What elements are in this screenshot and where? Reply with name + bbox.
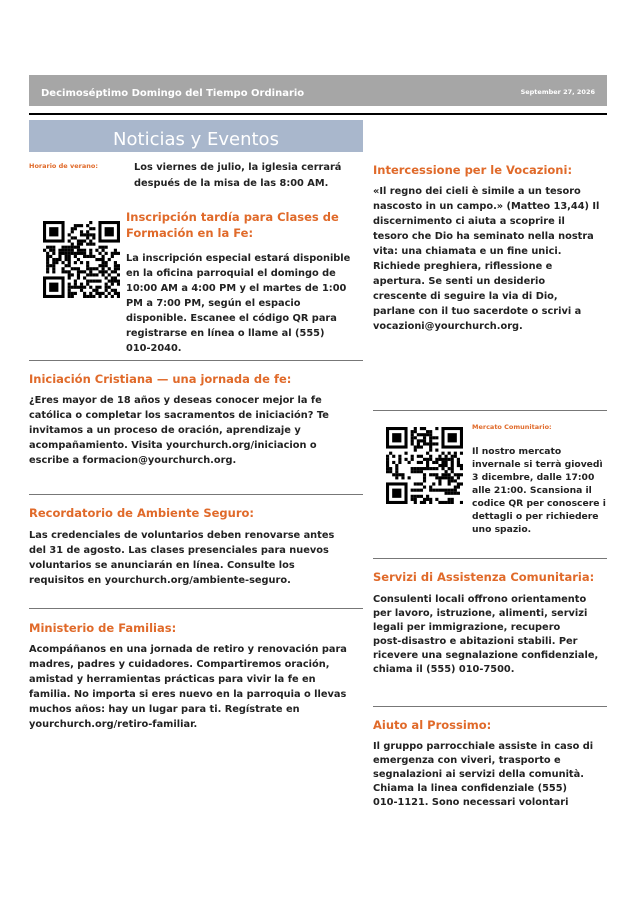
divider (29, 494, 363, 495)
market-line-1: invernale si terrà giovedì (472, 459, 603, 470)
neighbor-line-0: Il gruppo parrocchiale assiste in caso di (373, 741, 594, 752)
market-qr-code[interactable] (386, 427, 463, 504)
families-line-5: yourchurch.org/retiro-familiar. (29, 719, 198, 730)
vocations-title: Intercessione per le Vocazioni: (373, 163, 573, 177)
vocations-line-5: Richiede preghiera, riflessione e (373, 261, 553, 272)
header-title: Decimoséptimo Domingo del Tiempo Ordinario (41, 88, 305, 99)
assistance-line-5: chiama il (555) 010-7500. (373, 664, 515, 675)
assistance-line-4: ricevere una segnalazione confidenziale, (373, 650, 599, 661)
initiation-title: Iniciación Cristiana — una jornada de fe: (29, 372, 292, 386)
summer-line-2: después de la misa de las 8:00 AM. (134, 178, 329, 189)
bulletin-header (29, 75, 607, 106)
vocations-line-7: crescente di seguire la via di Dio, (373, 291, 558, 302)
assistance-line-1: per lavoro, istruzione, alimenti, servizi (373, 608, 588, 619)
vocations-line-8: parlane con il tuo sacerdote o scrivi a (373, 306, 582, 317)
families-line-2: amistad y herramientas prácticas para vivir la fe en (29, 674, 316, 685)
vocations-line-0: «Il regno dei cieli è simile a un tesoro (373, 186, 581, 197)
assistance-line-0: Consulenti locali offrono orientamento (373, 594, 587, 605)
late-registration-line-0: La inscripción especial estará disponible (126, 253, 351, 264)
vocations-line-6: apertura. Se senti un desiderio (373, 276, 546, 287)
families-title: Ministerio de Familias: (29, 621, 177, 635)
market-line-6: uno spazio. (472, 524, 532, 535)
summer-label: Horario de verano: (29, 162, 98, 170)
neighbor-line-3: Chiama la linea confidenziale (555) (373, 783, 567, 794)
safe-environment-line-2: voluntarios se anunciarán en línea. Consulte los (29, 560, 295, 571)
neighbor-title: Aiuto al Prossimo: (373, 718, 492, 732)
registration-qr-code[interactable] (43, 221, 120, 298)
late-registration-line-4: disponible. Escanee el código QR para (126, 313, 337, 324)
vocations-line-4: vita: una chiamata e un fine unici. (373, 246, 562, 257)
late-registration-title-1: Inscripción tardía para Clases de (126, 210, 339, 224)
late-registration-line-2: 10:00 AM a 4:00 PM y el martes de 1:00 (126, 283, 347, 294)
summer-line-1: Los viernes de julio, la iglesia cerrará (134, 162, 342, 173)
initiation-line-3: acompañamiento. Visita yourchurch.org/iniciacion o (29, 440, 317, 451)
safe-environment-line-1: del 31 de agosto. Las clases presenciales para nuevos (29, 545, 329, 556)
divider (29, 360, 363, 361)
late-registration-line-3: PM a 7:00 PM, según el espacio (126, 298, 301, 309)
families-line-4: muchos años: hay un lugar para ti. Regístrate en (29, 704, 300, 715)
vocations-line-3: tesoro che Dio ha seminato nella nostra (373, 231, 594, 242)
initiation-line-4: escribe a formacion@yourchurch.org. (29, 455, 237, 466)
safe-environment-line-0: Las credenciales de voluntarios deben renovarse antes (29, 530, 335, 541)
header-divider (29, 113, 607, 115)
market-line-0: Il nostro mercato (472, 446, 562, 457)
neighbor-line-4: 010-1121. Sono necessari volontari (373, 797, 569, 808)
late-registration-line-6: 010-2040. (126, 343, 182, 354)
divider (29, 608, 363, 609)
late-registration-line-1: en la oficina parroquial el domingo de (126, 268, 336, 279)
vocations-line-9: vocazioni@yourchurch.org. (373, 321, 523, 332)
divider (373, 410, 607, 411)
market-line-5: dettagli o per richiedere (472, 511, 599, 522)
late-registration-line-5: registrarse en línea o llame al (555) (126, 328, 325, 339)
vocations-line-1: nascosto in un campo.» (Matteo 13,44) Il (373, 201, 600, 212)
market-line-2: 3 dicembre, dalle 17:00 (472, 472, 595, 483)
families-line-0: Acompáñanos en una jornada de retiro y renovación para (29, 644, 347, 655)
families-line-3: familia. No importa si eres nuevo en la parroquia o llevas (29, 689, 347, 700)
late-registration-title-2: Formación en la Fe: (126, 226, 254, 240)
initiation-line-2: invitamos a un proceso de oración, aprendizaje y (29, 425, 301, 436)
market-line-4: codice QR per conoscere i (472, 498, 606, 509)
safe-environment-line-3: requisitos en yourchurch.org/ambiente-seguro. (29, 575, 291, 586)
neighbor-line-2: segnalazioni ai servizi della comunità. (373, 769, 584, 780)
families-line-1: madres, padres y cuidadores. Compartiremos oración, (29, 659, 330, 670)
assistance-title: Servizi di Assistenza Comunitaria: (373, 570, 595, 584)
section-banner (29, 120, 363, 152)
divider (373, 706, 607, 707)
initiation-line-1: católica o completar los sacramentos de iniciación? Te (29, 410, 329, 421)
divider (373, 558, 607, 559)
assistance-line-3: post-disastro e abitazioni stabili. Per (373, 636, 578, 647)
banner-title: Noticias y Eventos (113, 129, 279, 150)
neighbor-line-1: emergenza con viveri, trasporto e (373, 755, 561, 766)
vocations-line-2: discernimento ci aiuta a scoprire il (373, 216, 565, 227)
market-line-3: alle 21:00. Scansiona il (472, 485, 592, 496)
market-label: Mercato Comunitario: (472, 423, 552, 431)
header-date: September 27, 2026 (520, 88, 595, 96)
assistance-line-2: legali per immigrazione, recupero (373, 622, 561, 633)
safe-environment-title: Recordatorio de Ambiente Seguro: (29, 506, 255, 520)
initiation-line-0: ¿Eres mayor de 18 años y deseas conocer mejor la fe (29, 395, 322, 406)
